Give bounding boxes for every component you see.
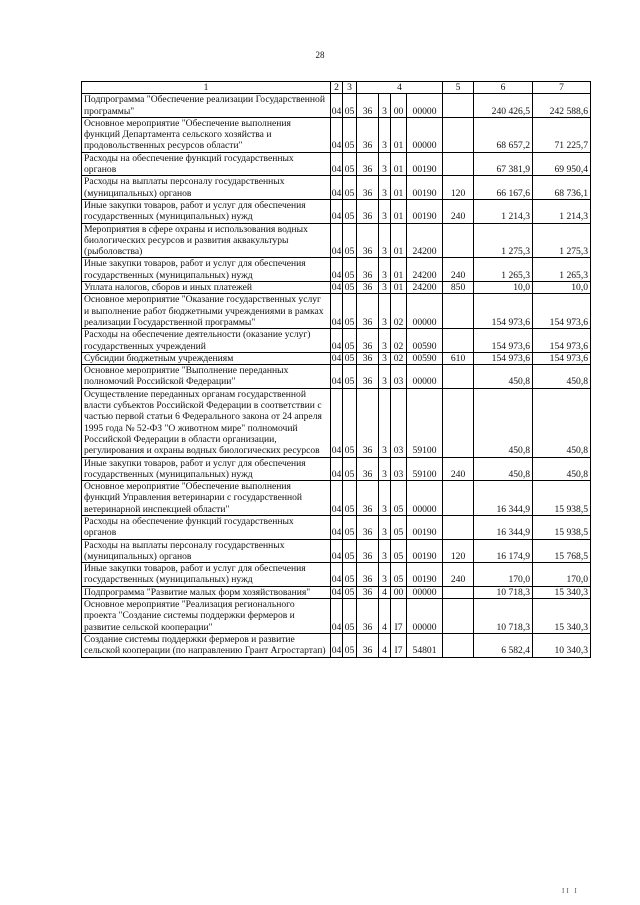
amount-year-2: 450,8 — [533, 457, 591, 481]
code-program: 36 — [357, 563, 379, 587]
code-section: 04 — [331, 633, 343, 657]
code-program: 36 — [357, 294, 379, 329]
code-expense-type: 120 — [443, 176, 474, 200]
code-section: 04 — [331, 282, 342, 294]
code-event: 05 — [391, 515, 407, 539]
row-name: Расходы на выплаты персоналу государственных (муниципальных) органов — [82, 176, 331, 200]
row-name: Расходы на выплаты персоналу государственных (муниципальных) органов — [82, 539, 331, 563]
code-direction: 59100 — [407, 388, 443, 457]
code-section: 04 — [331, 388, 343, 457]
code-expense-type: 240 — [443, 258, 474, 282]
row-name: Иные закупки товаров, работ и услуг для обеспечения государственных (муниципальных) нужд — [82, 563, 331, 587]
amount-year-2: 15 340,3 — [533, 599, 591, 634]
row-name: Основное мероприятие "Оказание государственных услуг и выполнение работ бюджетными учреждениями в рамках реализации Государственной программы" — [82, 294, 331, 329]
code-program: 36 — [357, 329, 379, 353]
code-section: 04 — [331, 352, 342, 364]
code-direction: 00000 — [407, 599, 443, 634]
code-section: 04 — [331, 515, 343, 539]
amount-year-1: 10 718,3 — [474, 599, 533, 634]
code-event: 00 — [391, 586, 407, 598]
code-subprogram: 3 — [379, 352, 391, 364]
table-row — [82, 481, 591, 516]
code-subsection: 05 — [343, 329, 357, 353]
row-name: Подпрограмма "Обеспечение реализации Государственной программы" — [82, 94, 331, 118]
code-direction: 24200 — [407, 258, 443, 282]
amount-year-2: 15 340,3 — [533, 586, 591, 598]
code-direction: 00000 — [407, 294, 443, 329]
code-subprogram: 3 — [379, 176, 391, 200]
code-expense-type — [443, 599, 474, 634]
code-program: 36 — [357, 599, 379, 634]
amount-year-1: 154 973,6 — [474, 329, 533, 353]
code-subsection: 05 — [343, 258, 357, 282]
table-row — [82, 457, 591, 481]
amount-year-1: 10,0 — [474, 282, 533, 294]
row-name: Основное мероприятие "Обеспечение выполнения функций Управления ветеринарии с государственной ветеринарной инспекцией области" — [82, 481, 331, 516]
code-section: 04 — [331, 457, 343, 481]
row-name: Иные закупки товаров, работ и услуг для обеспечения государственных (муниципальных) нужд — [82, 457, 331, 481]
code-expense-type — [443, 223, 474, 258]
row-name: Иные закупки товаров, работ и услуг для обеспечения государственных (муниципальных) нужд — [82, 258, 331, 282]
code-direction: 00190 — [407, 539, 443, 563]
header-col-3: 3 — [343, 82, 357, 94]
code-section: 04 — [331, 294, 343, 329]
code-expense-type — [443, 94, 474, 118]
row-name: Расходы на обеспечение функций государственных органов — [82, 152, 331, 176]
code-program: 36 — [357, 282, 379, 294]
code-program: 36 — [357, 481, 379, 516]
amount-year-2: 15 938,5 — [533, 515, 591, 539]
table-row — [82, 176, 591, 200]
code-program: 36 — [357, 94, 379, 118]
code-section: 04 — [331, 258, 343, 282]
header-col-4: 4 — [357, 82, 443, 94]
code-subprogram: 3 — [379, 282, 391, 294]
code-subsection: 05 — [343, 457, 357, 481]
code-event: 01 — [391, 258, 407, 282]
row-name: Субсидии бюджетным учреждениям — [82, 352, 331, 364]
code-event: 01 — [391, 117, 407, 152]
table-row — [82, 586, 591, 598]
amount-year-2: 154 973,6 — [533, 294, 591, 329]
code-subprogram: 3 — [379, 515, 391, 539]
table-row — [82, 258, 591, 282]
code-subsection: 05 — [343, 176, 357, 200]
code-section: 04 — [331, 365, 343, 389]
row-name: Подпрограмма "Развитие малых форм хозяйствования" — [82, 586, 331, 598]
code-subsection: 05 — [343, 633, 357, 657]
code-expense-type: 240 — [443, 457, 474, 481]
table-row — [82, 223, 591, 258]
code-program: 36 — [357, 457, 379, 481]
code-direction: 00000 — [407, 365, 443, 389]
amount-year-1: 450,8 — [474, 457, 533, 481]
table-row — [82, 599, 591, 634]
code-expense-type — [443, 586, 474, 598]
code-section: 04 — [331, 481, 343, 516]
amount-year-1: 240 426,5 — [474, 94, 533, 118]
code-section: 04 — [331, 223, 343, 258]
table-row — [82, 94, 591, 118]
code-program: 36 — [357, 352, 379, 364]
code-expense-type — [443, 152, 474, 176]
code-section: 04 — [331, 563, 343, 587]
code-section: 04 — [331, 539, 343, 563]
code-event: I7 — [391, 633, 407, 657]
header-col-2: 2 — [331, 82, 343, 94]
page-number: 28 — [315, 50, 325, 60]
code-subsection: 05 — [343, 599, 357, 634]
code-program: 36 — [357, 152, 379, 176]
table-row — [82, 563, 591, 587]
amount-year-1: 68 657,2 — [474, 117, 533, 152]
header-col-7: 7 — [533, 82, 591, 94]
code-section: 04 — [331, 152, 343, 176]
code-expense-type — [443, 329, 474, 353]
amount-year-1: 16 344,9 — [474, 481, 533, 516]
code-section: 04 — [331, 329, 343, 353]
table-row — [82, 352, 591, 364]
code-expense-type — [443, 515, 474, 539]
amount-year-1: 67 381,9 — [474, 152, 533, 176]
amount-year-2: 10 340,3 — [533, 633, 591, 657]
code-program: 36 — [357, 258, 379, 282]
amount-year-2: 10,0 — [533, 282, 591, 294]
code-direction: 00000 — [407, 117, 443, 152]
code-program: 36 — [357, 199, 379, 223]
code-subsection: 05 — [343, 481, 357, 516]
code-direction: 00000 — [407, 586, 443, 598]
header-col-6: 6 — [474, 82, 533, 94]
amount-year-1: 170,0 — [474, 563, 533, 587]
code-expense-type: 610 — [443, 352, 474, 364]
code-expense-type — [443, 481, 474, 516]
code-event: 00 — [391, 94, 407, 118]
row-name: Основное мероприятие "Выполнение переданных полномочий Российской Федерации" — [82, 365, 331, 389]
code-direction: 00000 — [407, 94, 443, 118]
code-subprogram: 3 — [379, 365, 391, 389]
code-subprogram: 3 — [379, 223, 391, 258]
code-subprogram: 3 — [379, 117, 391, 152]
code-subprogram: 3 — [379, 329, 391, 353]
amount-year-2: 242 588,6 — [533, 94, 591, 118]
code-event: I7 — [391, 599, 407, 634]
header-col-5: 5 — [443, 82, 474, 94]
code-subsection: 05 — [343, 117, 357, 152]
amount-year-2: 1 265,3 — [533, 258, 591, 282]
code-subsection: 05 — [343, 563, 357, 587]
code-expense-type — [443, 117, 474, 152]
code-event: 05 — [391, 539, 407, 563]
code-subsection: 05 — [343, 282, 357, 294]
amount-year-1: 450,8 — [474, 365, 533, 389]
amount-year-1: 1 265,3 — [474, 258, 533, 282]
row-name: Основное мероприятие "Реализация регионального проекта "Создание системы поддержки фермеров и развитие сельской кооперации" — [82, 599, 331, 634]
code-program: 36 — [357, 633, 379, 657]
code-section: 04 — [331, 586, 342, 598]
code-subprogram: 4 — [379, 633, 391, 657]
code-event: 03 — [391, 365, 407, 389]
code-program: 36 — [357, 365, 379, 389]
code-section: 04 — [331, 199, 343, 223]
table-row — [82, 515, 591, 539]
code-subprogram: 3 — [379, 563, 391, 587]
table-row — [82, 282, 591, 294]
code-direction: 00190 — [407, 515, 443, 539]
code-subsection: 05 — [343, 152, 357, 176]
code-direction: 00000 — [407, 481, 443, 516]
code-program: 36 — [357, 515, 379, 539]
code-event: 01 — [391, 199, 407, 223]
amount-year-1: 16 344,9 — [474, 515, 533, 539]
amount-year-2: 154 973,6 — [533, 352, 591, 364]
amount-year-1: 66 167,6 — [474, 176, 533, 200]
amount-year-1: 1 275,3 — [474, 223, 533, 258]
code-subprogram: 4 — [379, 599, 391, 634]
amount-year-2: 71 225,7 — [533, 117, 591, 152]
code-subsection: 05 — [343, 199, 357, 223]
table-row — [82, 388, 591, 457]
amount-year-2: 1 214,3 — [533, 199, 591, 223]
code-direction: 24200 — [407, 282, 443, 294]
budget-table — [81, 81, 591, 658]
amount-year-2: 1 275,3 — [533, 223, 591, 258]
amount-year-2: 170,0 — [533, 563, 591, 587]
code-program: 36 — [357, 176, 379, 200]
code-subprogram: 3 — [379, 457, 391, 481]
table-row — [82, 329, 591, 353]
code-subsection: 05 — [343, 223, 357, 258]
row-name: Расходы на обеспечение функций государственных органов — [82, 515, 331, 539]
amount-year-1: 6 582,4 — [474, 633, 533, 657]
code-expense-type — [443, 388, 474, 457]
table-row — [82, 199, 591, 223]
code-subprogram: 3 — [379, 481, 391, 516]
row-name: Мероприятия в сфере охраны и использования водных биологических ресурсов и развития аквакультуры (рыболовства) — [82, 223, 331, 258]
code-direction: 00190 — [407, 199, 443, 223]
code-subprogram: 3 — [379, 258, 391, 282]
code-event: 01 — [391, 176, 407, 200]
code-event: 01 — [391, 282, 407, 294]
code-expense-type — [443, 294, 474, 329]
amount-year-2: 68 736,1 — [533, 176, 591, 200]
code-event: 05 — [391, 481, 407, 516]
code-subprogram: 3 — [379, 94, 391, 118]
table-row — [82, 539, 591, 563]
code-subprogram: 3 — [379, 294, 391, 329]
header-col-1: 1 — [82, 82, 331, 94]
amount-year-2: 15 938,5 — [533, 481, 591, 516]
table-row — [82, 294, 591, 329]
code-direction: 00590 — [407, 329, 443, 353]
code-direction: 00190 — [407, 176, 443, 200]
code-subprogram: 3 — [379, 388, 391, 457]
amount-year-2: 450,8 — [533, 388, 591, 457]
code-expense-type — [443, 633, 474, 657]
row-name: Уплата налогов, сборов и иных платежей — [82, 282, 331, 294]
code-expense-type: 120 — [443, 539, 474, 563]
table-row — [82, 117, 591, 152]
code-direction: 00590 — [407, 352, 443, 364]
code-subprogram: 3 — [379, 539, 391, 563]
code-subsection: 05 — [343, 352, 357, 364]
table-header-row — [82, 82, 591, 94]
row-name: Создание системы поддержки фермеров и развитие сельской кооперации (по направлению Грант Агростартап) — [82, 633, 331, 657]
code-event: 01 — [391, 223, 407, 258]
amount-year-1: 1 214,3 — [474, 199, 533, 223]
table-row — [82, 152, 591, 176]
code-program: 36 — [357, 388, 379, 457]
code-event: 02 — [391, 294, 407, 329]
code-direction: 54801 — [407, 633, 443, 657]
code-expense-type: 240 — [443, 199, 474, 223]
row-name: Осуществление переданных органам государственной власти субъектов Российской Федерации в соответствии с частью первой статьи 6 Федерального закона от 24 апреля 1995 года № 52-ФЗ "О животном мире" полномочий Российской Федерации в области организации, регулирования и охраны водных биологических ресурсов — [82, 388, 331, 457]
code-program: 36 — [357, 586, 379, 598]
code-expense-type — [443, 365, 474, 389]
code-subprogram: 3 — [379, 152, 391, 176]
code-section: 04 — [331, 94, 343, 118]
code-event: 03 — [391, 388, 407, 457]
row-name: Расходы на обеспечение деятельности (оказание услуг) государственных учреждений — [82, 329, 331, 353]
code-subsection: 05 — [343, 586, 357, 598]
code-event: 03 — [391, 457, 407, 481]
table-row — [82, 365, 591, 389]
code-subsection: 05 — [343, 294, 357, 329]
code-event: 05 — [391, 563, 407, 587]
amount-year-1: 10 718,3 — [474, 586, 533, 598]
amount-year-1: 154 973,6 — [474, 352, 533, 364]
table-body — [82, 82, 591, 658]
amount-year-1: 154 973,6 — [474, 294, 533, 329]
footer-mark: II I — [562, 887, 579, 895]
amount-year-2: 69 950,4 — [533, 152, 591, 176]
amount-year-1: 450,8 — [474, 388, 533, 457]
code-direction: 59100 — [407, 457, 443, 481]
code-subsection: 05 — [343, 94, 357, 118]
code-subprogram: 4 — [379, 586, 391, 598]
table-row — [82, 633, 591, 657]
code-section: 04 — [331, 599, 343, 634]
code-expense-type: 240 — [443, 563, 474, 587]
code-event: 02 — [391, 329, 407, 353]
code-subsection: 05 — [343, 388, 357, 457]
code-direction: 00190 — [407, 152, 443, 176]
amount-year-1: 16 174,9 — [474, 539, 533, 563]
code-program: 36 — [357, 539, 379, 563]
code-event: 02 — [391, 352, 407, 364]
code-section: 04 — [331, 176, 343, 200]
code-subsection: 05 — [343, 365, 357, 389]
code-expense-type: 850 — [443, 282, 474, 294]
code-subsection: 05 — [343, 539, 357, 563]
amount-year-2: 450,8 — [533, 365, 591, 389]
code-direction: 24200 — [407, 223, 443, 258]
code-event: 01 — [391, 152, 407, 176]
code-program: 36 — [357, 117, 379, 152]
code-subprogram: 3 — [379, 199, 391, 223]
row-name: Иные закупки товаров, работ и услуг для обеспечения государственных (муниципальных) нужд — [82, 199, 331, 223]
code-direction: 00190 — [407, 563, 443, 587]
amount-year-2: 15 768,5 — [533, 539, 591, 563]
code-program: 36 — [357, 223, 379, 258]
code-subsection: 05 — [343, 515, 357, 539]
row-name: Основное мероприятие "Обеспечение выполнения функций Департамента сельского хозяйства и продовольственных ресурсов области" — [82, 117, 331, 152]
code-section: 04 — [331, 117, 343, 152]
amount-year-2: 154 973,6 — [533, 329, 591, 353]
